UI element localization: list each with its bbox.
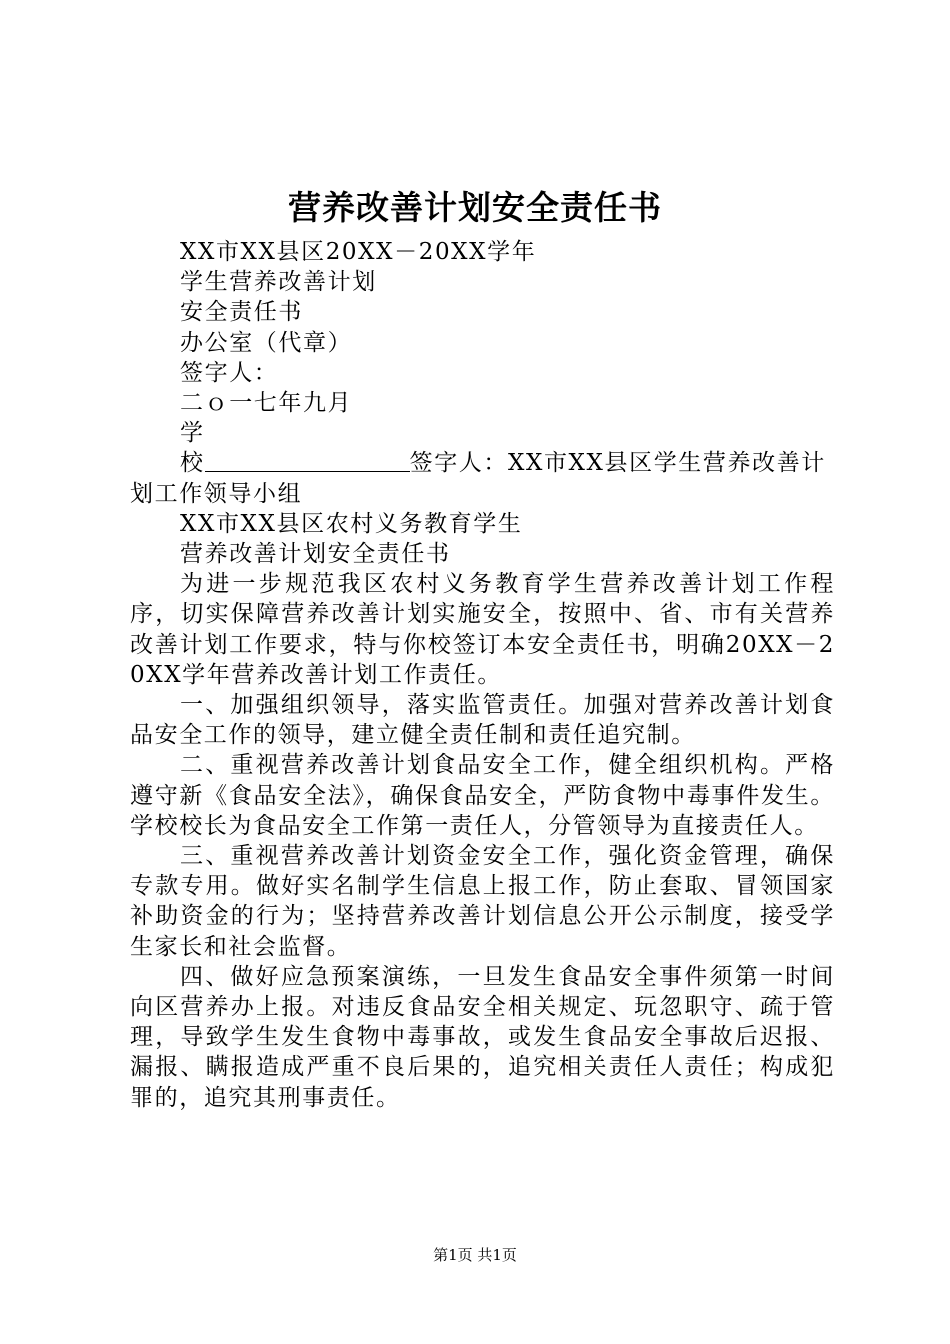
document-title: 营养改善计划安全责任书 xyxy=(288,188,662,227)
paragraph-clause-2: 二、重视营养改善计划食品安全工作，健全组织机构。严格遵守新《食品安全法》，确保食品安全，严防食物中毒事件发生。学校校长为食品安全工作第一责任人，分管领导为直接责任人。 xyxy=(130,752,835,839)
paragraph-clause-1: 一、加强组织领导，落实监管责任。加强对营养改善计划食品安全工作的领导，建立健全责任制和责任追究制。 xyxy=(130,692,835,749)
paragraph-intro: 为进一步规范我区农村义务教育学生营养改善计划工作程序，切实保障营养改善计划实施安全，按照中、省、市有关营养改善计划工作要求，特与你校签订本安全责任书，明确20XX－20XX学年营养改善计划工作责任。 xyxy=(130,571,835,688)
sign-line-continuation: 划工作领导小组 xyxy=(130,480,303,507)
sub-heading-line-2: 营养改善计划安全责任书 xyxy=(180,541,451,568)
header-line-plan: 学生营养改善计划 xyxy=(180,269,377,296)
header-line-school-1: 学 xyxy=(180,420,205,447)
school-sign-line xyxy=(130,448,835,478)
header-line-office: 办公室（代章） xyxy=(180,329,353,356)
paragraph-clause-3: 三、重视营养改善计划资金安全工作，强化资金管理，确保专款专用。做好实名制学生信息上报工作，防止套取、冒领国家补助资金的行为；坚持营养改善计划信息公开公示制度，接受学生家长和社会监督。 xyxy=(130,843,835,960)
sign-line-text: 签字人：XX市XX县区学生营养改善计 xyxy=(409,450,826,477)
header-line-signer: 签字人： xyxy=(180,359,279,386)
sub-heading-line-1: XX市XX县区农村义务教育学生 xyxy=(180,510,523,537)
school-name-blank[interactable] xyxy=(205,449,410,472)
header-line-date: 二ｏ一七年九月 xyxy=(180,390,353,417)
header-line-doc-name: 安全责任书 xyxy=(180,299,303,326)
document-body xyxy=(130,237,835,1113)
school-label: 校 xyxy=(180,450,205,477)
header-line-year: XX市XX县区20XX－20XX学年 xyxy=(180,239,537,265)
page-footer: 第1页 共1页 xyxy=(433,1246,517,1264)
paragraph-clause-4: 四、做好应急预案演练，一旦发生食品安全事件须第一时间向区营养办上报。对违反食品安全相关规定、玩忽职守、疏于管理，导致学生发生食物中毒事故，或发生食品安全事故后迟报、漏报、瞒报造成严重不良后果的，追究相关责任人责任；构成犯罪的，追究其刑事责任。 xyxy=(130,963,835,1111)
